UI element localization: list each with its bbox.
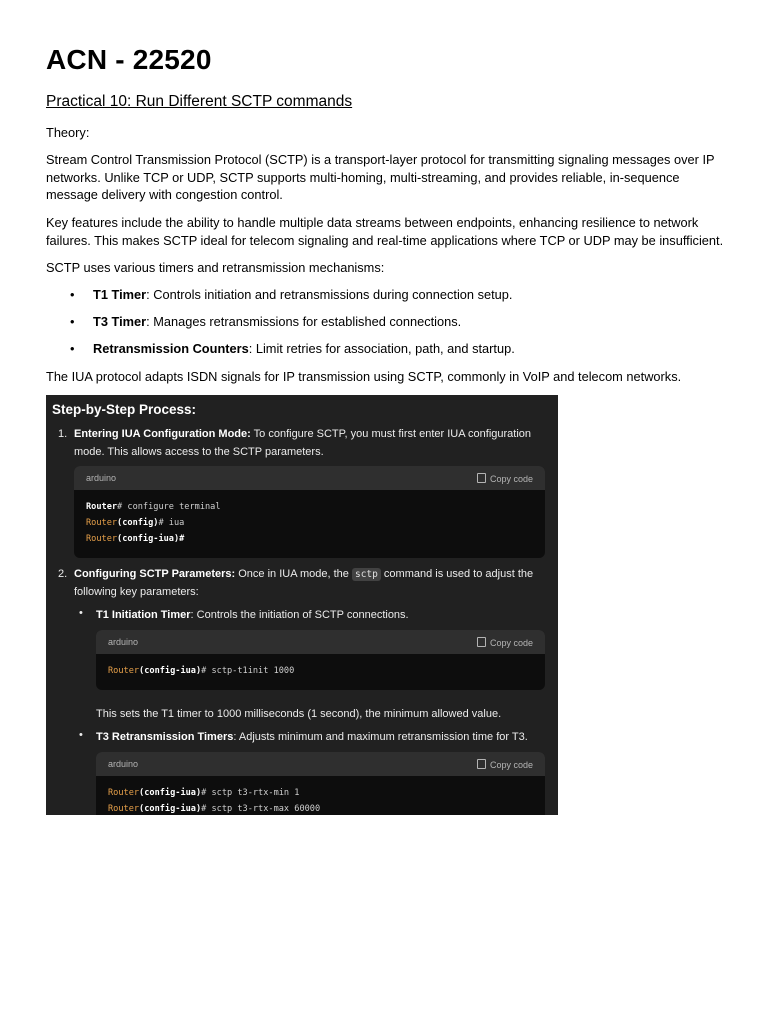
code-line bbox=[86, 534, 184, 544]
code-token: # sctp t3-rtx-min 1 bbox=[201, 788, 300, 798]
sub-item-t3 bbox=[96, 728, 528, 746]
code-header bbox=[96, 752, 545, 776]
code-token: (config-iua) bbox=[139, 788, 202, 798]
bullet-term: T1 Timer bbox=[93, 287, 147, 302]
bullet-icon: • bbox=[70, 314, 75, 329]
bullet-desc: : Limit retries for association, path, and startup. bbox=[248, 341, 515, 356]
code-header bbox=[74, 466, 545, 490]
screenshot-heading: Step-by-Step Process: bbox=[52, 402, 197, 417]
copy-icon bbox=[477, 759, 486, 769]
step2-desc: command is used to adjust the bbox=[380, 568, 534, 580]
paragraph-timers-intro: SCTP uses various timers and retransmission mechanisms: bbox=[46, 260, 385, 275]
bullet-icon: • bbox=[70, 287, 75, 302]
copy-code-button[interactable] bbox=[477, 759, 533, 770]
code-token: (config-iua) bbox=[139, 804, 202, 814]
step1-term: Entering IUA Configuration Mode: bbox=[74, 428, 251, 440]
sub-item-term: T3 Retransmission Timers bbox=[96, 731, 234, 743]
copy-code-label: Copy code bbox=[489, 760, 533, 770]
sub-item-t1 bbox=[96, 606, 409, 624]
paragraph-iua: The IUA protocol adapts ISDN signals for IP transmission using SCTP, commonly in VoIP and telecom networks. bbox=[46, 369, 682, 384]
code-token: (config-iua) bbox=[139, 666, 202, 676]
code-line bbox=[108, 666, 294, 676]
code-block bbox=[74, 466, 545, 558]
code-token: Router bbox=[108, 788, 140, 798]
bullet-term: T3 Timer bbox=[93, 314, 147, 329]
code-line bbox=[108, 804, 320, 814]
code-token: Router bbox=[86, 502, 118, 512]
paragraph-sctp-intro: Stream Control Transmission Protocol (SCTP) is a transport-layer protocol for transmitting signaling messages over IP networks. Unlike TCP or UDP, SCTP supports multi-homing, multi-streaming, and provides reliable, in-sequence message delivery with congestion control. bbox=[46, 152, 715, 202]
bullet-desc: : Manages retransmissions for established connections. bbox=[146, 314, 462, 329]
step1-text bbox=[74, 425, 554, 443]
code-token: # sctp t3-rtx-max 60000 bbox=[201, 804, 321, 814]
copy-code-label: Copy code bbox=[489, 474, 533, 484]
step2-term: Configuring SCTP Parameters: bbox=[74, 568, 236, 580]
practical-subtitle: Practical 10: Run Different SCTP commands bbox=[46, 93, 353, 110]
code-block bbox=[96, 752, 545, 815]
t1-note: This sets the T1 timer to 1000 milliseconds (1 second), the minimum allowed value. bbox=[96, 708, 502, 720]
code-token: # iua bbox=[158, 518, 185, 528]
code-line bbox=[86, 502, 221, 512]
step-number: 2. bbox=[58, 568, 68, 580]
embedded-screenshot bbox=[46, 395, 558, 815]
code-line bbox=[86, 518, 184, 528]
code-token: # configure terminal bbox=[117, 502, 221, 512]
bullet-term: Retransmission Counters bbox=[93, 341, 249, 356]
copy-icon bbox=[477, 473, 486, 483]
bullet-icon: • bbox=[79, 729, 83, 741]
bullet-icon: • bbox=[70, 341, 75, 356]
theory-label: Theory: bbox=[46, 125, 90, 140]
bullet-desc: : Controls initiation and retransmissions during connection setup. bbox=[146, 287, 513, 302]
code-header bbox=[96, 630, 545, 654]
sub-item-desc: : Adjusts minimum and maximum retransmission time for T3. bbox=[233, 731, 528, 743]
step2-desc-line2: following key parameters: bbox=[74, 586, 199, 598]
step1-desc-line2: mode. This allows access to the SCTP parameters. bbox=[74, 446, 324, 458]
code-token: (config) bbox=[117, 518, 159, 528]
inline-code: sctp bbox=[352, 568, 381, 581]
sub-item-term: T1 Initiation Timer bbox=[96, 609, 191, 621]
paragraph-key-features: Key features include the ability to handle multiple data streams between endpoints, enhancing resilience to network failures. This makes SCTP ideal for telecom signaling and real-time applications where TCP or UDP may be insufficient. bbox=[46, 215, 724, 248]
copy-code-button[interactable] bbox=[477, 637, 533, 648]
step2-text bbox=[74, 565, 554, 584]
code-line bbox=[108, 788, 299, 798]
code-token: Router bbox=[108, 666, 140, 676]
copy-code-label: Copy code bbox=[489, 638, 533, 648]
code-token: Router bbox=[108, 804, 140, 814]
code-block bbox=[96, 630, 545, 690]
step-number: 1. bbox=[58, 428, 68, 440]
copy-icon bbox=[477, 637, 486, 647]
sub-item-desc: : Controls the initiation of SCTP connections. bbox=[190, 609, 409, 621]
step1-desc: To configure SCTP, you must first enter IUA configuration bbox=[250, 428, 532, 440]
step2-desc: Once in IUA mode, the bbox=[235, 568, 352, 580]
code-language: arduino bbox=[108, 759, 139, 769]
code-token: # sctp-t1init 1000 bbox=[201, 666, 295, 676]
code-language: arduino bbox=[108, 637, 139, 647]
bullet-icon: • bbox=[79, 607, 83, 619]
copy-code-button[interactable] bbox=[477, 473, 533, 484]
code-language: arduino bbox=[86, 473, 117, 483]
code-token: (config-iua)# bbox=[117, 534, 185, 544]
code-token: Router bbox=[86, 534, 118, 544]
code-token: Router bbox=[86, 518, 118, 528]
document-title: ACN - 22520 bbox=[46, 44, 212, 75]
